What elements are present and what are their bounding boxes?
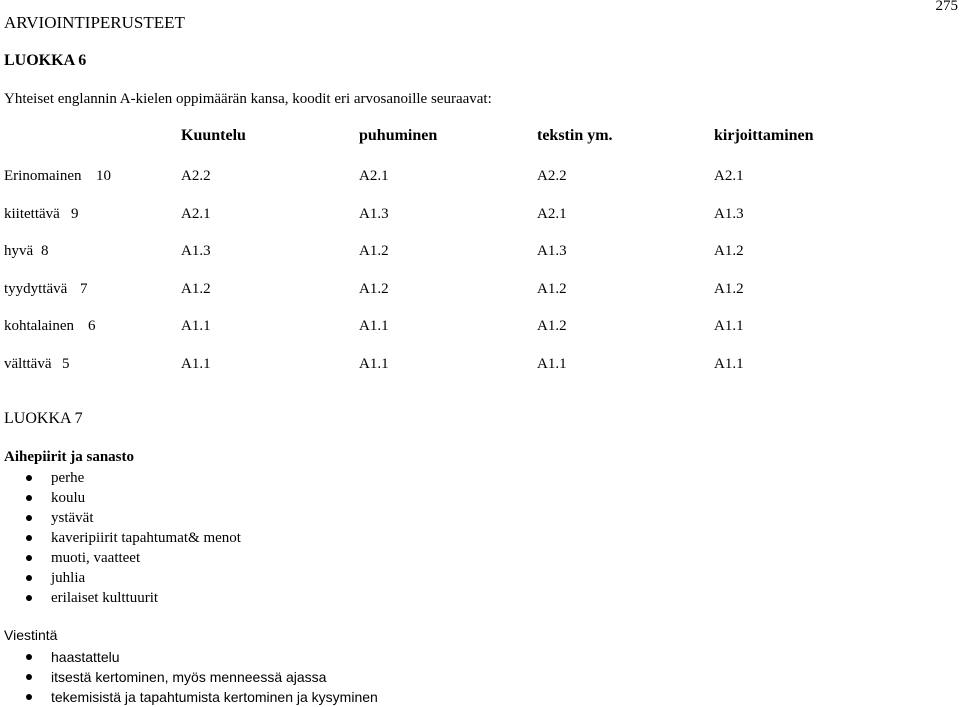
column-header-tekstin: tekstin ym. <box>537 127 613 144</box>
row-label: välttävä <box>4 356 52 372</box>
row-label: Erinomainen <box>4 168 82 184</box>
table-cell: A1.1 <box>181 356 211 372</box>
row-grade: 5 <box>62 356 70 372</box>
grade7-heading: LUOKKA 7 <box>4 410 83 427</box>
row-grade: 9 <box>71 206 79 222</box>
table-cell: A1.3 <box>181 243 211 259</box>
row-label: hyvä <box>4 243 34 259</box>
table-cell: A1.2 <box>181 281 211 297</box>
list-item: tekemisistä ja tapahtumista kertominen ja kysyminen <box>0 687 378 707</box>
grade6-heading: LUOKKA 6 <box>4 52 87 69</box>
list-item: kaveripiirit tapahtumat& menot <box>0 528 241 548</box>
communication-list <box>0 647 378 707</box>
page-number: 275 <box>935 0 958 14</box>
list-item: muoti, vaatteet <box>0 548 241 568</box>
row-grade: 10 <box>96 168 111 184</box>
list-item: ystävät <box>0 508 241 528</box>
row-grade: 7 <box>80 281 88 297</box>
grade6-intro: Yhteiset englannin A-kielen oppimäärän kansa, koodit eri arvosanoille seuraavat: <box>4 91 492 107</box>
section-title: ARVIOINTIPERUSTEET <box>4 13 185 32</box>
topics-heading: Aihepiirit ja sanasto <box>4 449 135 465</box>
list-item: erilaiset kulttuurit <box>0 588 241 608</box>
list-item: haastattelu <box>0 647 378 667</box>
list-item: perhe <box>0 468 241 488</box>
table-cell: A1.2 <box>714 281 744 297</box>
table-cell: A1.1 <box>359 318 389 334</box>
list-item: koulu <box>0 488 241 508</box>
table-cell: A1.2 <box>359 243 389 259</box>
row-grade: 6 <box>88 318 96 334</box>
row-grade: 8 <box>41 243 49 259</box>
row-label: tyydyttävä <box>4 281 68 297</box>
table-cell: A2.1 <box>537 206 567 222</box>
row-label: kohtalainen <box>4 318 74 334</box>
column-header-kuuntelu: Kuuntelu <box>181 127 246 144</box>
table-cell: A1.2 <box>537 281 567 297</box>
list-item: juhlia <box>0 568 241 588</box>
column-header-puhuminen: puhuminen <box>359 127 438 144</box>
table-cell: A1.3 <box>714 206 744 222</box>
table-cell: A1.3 <box>537 243 567 259</box>
table-cell: A2.1 <box>359 168 389 184</box>
column-header-kirjoittaminen: kirjoittaminen <box>714 127 814 144</box>
table-cell: A1.1 <box>359 356 389 372</box>
table-cell: A1.2 <box>714 243 744 259</box>
table-cell: A2.1 <box>714 168 744 184</box>
row-label: kiitettävä <box>4 206 60 222</box>
table-cell: A1.2 <box>359 281 389 297</box>
table-cell: A1.2 <box>537 318 567 334</box>
table-cell: A1.1 <box>537 356 567 372</box>
list-item: itsestä kertominen, myös menneessä ajassa <box>0 667 378 687</box>
table-cell: A1.1 <box>714 356 744 372</box>
table-cell: A1.3 <box>359 206 389 222</box>
table-cell: A1.1 <box>181 318 211 334</box>
table-cell: A2.2 <box>181 168 211 184</box>
table-cell: A2.1 <box>181 206 211 222</box>
table-cell: A2.2 <box>537 168 567 184</box>
table-cell: A1.1 <box>714 318 744 334</box>
communication-heading: Viestintä <box>4 627 58 643</box>
topics-list <box>0 468 241 608</box>
